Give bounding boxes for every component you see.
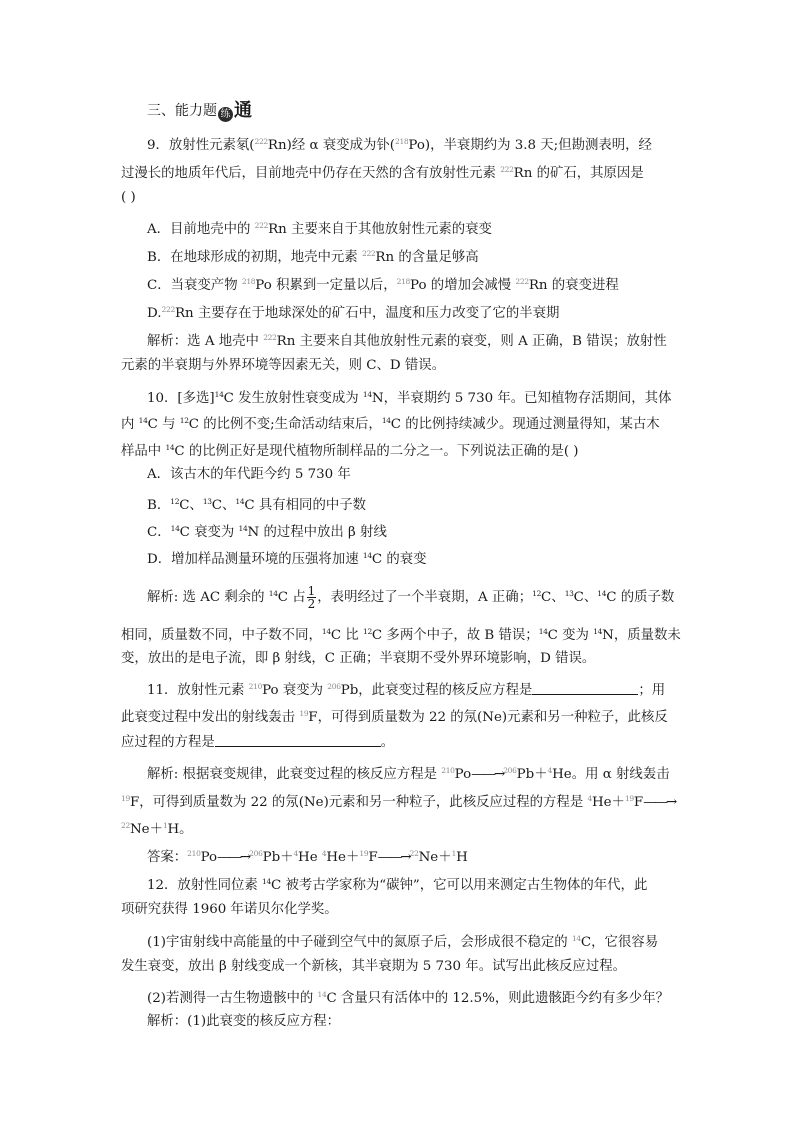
q11-blank-1[interactable] [532,681,638,695]
reaction-arrow-icon: ——→ [643,795,676,810]
lian-badge-icon: 练 [218,107,233,122]
section-title-text: 三、能力题 [147,103,217,119]
q10-stem-line-1: 10．[多选]$^{14}$C 发生放射性衰变成为 $^{14}$N，半衰期约 5 730 年。已知植物存活期间，其体 [147,390,672,406]
q11-solution-line-3: $^{22}$Ne＋$^1$H。 [121,821,193,837]
q9-solution-line-2: 元素的半衰期与外界环境等因素无关，则 C、D 错误。 [121,358,446,373]
q10-option-b: B．$^{12}$C、$^{13}$C、$^{14}$C 具有相同的中子数 [147,497,367,513]
q11-solution-line-1: 解析: 根据衰变规律，此衰变过程的核反应方程是 $^{210}$Po——→$^{206}$Pb＋$^4$He。用 α 射线轰击 [147,766,670,782]
q11-stem-line-2: 此衰变过程中发出的射线轰击 $^{19}$F，可得到质量数为 22 的氖(Ne)元素和另一种粒子，此核反 [121,709,668,725]
q10-option-a: A．该古木的年代距今约 5 730 年 [147,467,351,482]
q12-stem-line-2: 项研究获得 1960 年诺贝尔化学奖。 [121,902,338,917]
q9-option-d: D.$^{222}$Rn 主要存在于地球深处的矿石中，温度和压力改变了它的半衰期 [147,305,560,321]
q10-solution-line-1: 解析: 选 AC 剩余的 $^{14}$C 占 $\frac{1}{2}$ ，表明经过了一个半衰期，A 正确；$^{12}$C、$^{13}$C、$^{14}$C 的质子数 [147,584,675,611]
q10-stem-line-3: 样品中 $^{14}$C 的比例正好是现代植物所制样品的二分之一。下列说法正确的是( ) [121,443,579,459]
q12-part-2: (2)若测得一古生物遗骸中的 $^{14}$C 含量只有活体中的 12.5%，则此遗骸距今约有多少年？ [147,990,669,1006]
q12-part-1-line-1: (1)宇宙射线中高能量的中子碰到空气中的氮原子后，会形成很不稳定的 $^{14}$C，它很容易 [147,934,659,950]
q11-stem-line-3: 应过程的方程是 。 [121,735,395,750]
q11-solution-line-2: $^{19}$F，可得到质量数为 22 的氖(Ne)元素和另一种粒子，此核反应过程的方程是 $^4$He＋$^{19}$F——→ [121,794,676,810]
reaction-arrow-icon: ——→ [217,850,250,865]
one-half-fraction: $\frac{1}{2}$ [307,584,316,611]
q10-option-c: C．$^{14}$C 衰变为 $^{14}$N 的过程中放出 β 射线 [147,524,387,540]
q10-solution-line-3: 变，放出的是电子流，即 β 射线，C 正确；半衰期不受外界环境影响，D 错误。 [121,651,596,666]
q11-stem-line-1: 11．放射性元素 $^{210}$Po 衰变为 $^{206}$Pb，此衰变过程的核反应方程是 ；用 [147,682,666,698]
section-title-suffix: 通 [234,100,252,121]
q10-option-d: D．增加样品测量环境的压强将加速 $^{14}$C 的衰变 [147,551,427,567]
reaction-arrow-icon: ——→ [471,767,504,782]
q9-stem-line-2: 过漫长的地质年代后，目前地壳中仍存在天然的含有放射性元素 $^{222}$Rn 的矿石，其原因是 [121,165,644,181]
q9-option-c: C．当衰变产物 $^{218}$Po 积累到一定量以后，$^{218}$Po 的增加会减慢 $^{222}$Rn 的衰变进程 [147,277,619,293]
q9-answer-blank: ( ) [121,190,136,205]
q12-part-1-line-2: 发生衰变，放出 β 射线变成一个新核，其半衰期为 5 730 年。试写出此核反应过程。 [121,959,626,974]
q12-stem-line-1: 12．放射性同位素 $^{14}$C 被考古学家称为“碳钟”，它可以用来测定古生物体的年代，此 [147,877,648,893]
section-title [147,102,252,122]
q9-solution-line-1: 解析：选 A 地壳中 $^{222}$Rn 主要来自其他放射性元素的衰变，则 A 正确，B 错误；放射性 [147,333,667,349]
q9-option-b: B．在地球形成的初期，地壳中元素 $^{222}$Rn 的含量足够高 [147,249,479,265]
q10-solution-line-2: 相同，质量数不同，中子数不同，$^{14}$C 比 $^{12}$C 多两个中子，故 B 错误；$^{14}$C 变为 $^{14}$N，质量数未 [121,627,681,643]
q12-solution: 解析：(1)此衰变的核反应方程： [147,1014,341,1029]
reaction-arrow-icon: ——→ [377,850,410,865]
q9-stem-line-1: 9．放射性元素氡($^{222}$Rn)经 α 衰变成为钋($^{218}$Po)，半衰期约为 3.8 天;但勘测表明，经 [147,137,652,153]
q11-answer: 答案：$^{210}$Po——→$^{206}$Pb＋$^4$He $^4$He＋$^{19}$F——→$^{22}$Ne＋$^1$H [147,849,468,865]
q10-stem-line-2: 内 $^{14}$C 与 $^{12}$C 的比例不变;生命活动结束后，$^{14}$C 的比例持续减少。现通过测量得知，某古木 [121,416,660,432]
q11-blank-2[interactable] [215,733,381,747]
q9-option-a: A．目前地壳中的 $^{222}$Rn 主要来自于其他放射性元素的衰变 [147,221,492,237]
